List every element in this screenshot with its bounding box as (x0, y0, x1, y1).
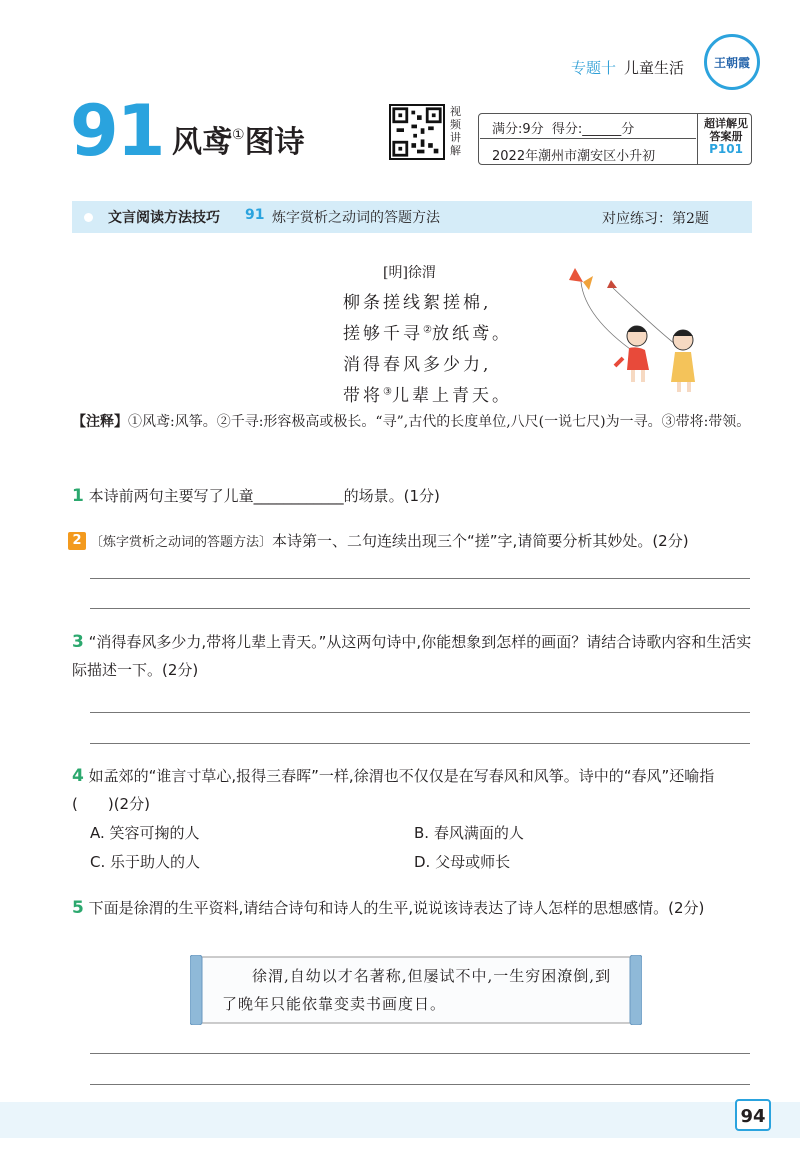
qr-label: 视频讲解 (450, 105, 461, 157)
answer-line[interactable] (90, 1084, 750, 1085)
qr-code-icon[interactable] (389, 104, 445, 160)
answer-line[interactable] (90, 712, 750, 713)
page-number: 94 (735, 1099, 771, 1131)
poem-line: 带将③儿辈上青天。 (343, 386, 512, 406)
method-label: 文言阅读方法技巧 (108, 210, 220, 226)
method-number: 91 (245, 207, 265, 223)
option-b[interactable]: B. 春风满面的人 (414, 824, 524, 842)
poem-line: 搓够千寻②放纸鸢。 (343, 324, 512, 344)
poem-line: 消得春风多少力, (343, 355, 492, 375)
title-footnote: ① (232, 127, 245, 143)
question-1: 1 本诗前两句主要写了儿童____________的场景。(1分) (72, 486, 440, 506)
option-a[interactable]: A. 笑容可掬的人 (90, 824, 200, 842)
answer-line[interactable] (90, 1053, 750, 1054)
notes-label: 【注释】 (72, 414, 128, 430)
question-5: 5 下面是徐渭的生平资料,请结合诗句和诗人的生平,说说该诗表达了诗人怎样的思想感情。(2分) (72, 898, 705, 918)
method-subtitle: 炼字赏析之动词的答题方法 (272, 210, 440, 226)
question-2: 〔炼字赏析之动词的答题方法〕本诗第一、二句连续出现三个“搓”字,请简要分析其妙处。(2分) (90, 532, 689, 550)
poem-notes: 【注释】①风鸢:风筝。②千寻:形容极高或极长。“寻”,古代的长度单位,八尺(一说七尺)为一寻。③带将:带领。 (72, 414, 751, 430)
footer-band (0, 1102, 800, 1138)
answer-line[interactable] (90, 578, 750, 579)
option-c[interactable]: C. 乐于助人的人 (90, 853, 201, 871)
brand-logo: 王朝霞 (704, 34, 760, 90)
lesson-number: 91 (70, 90, 164, 172)
answer-reference: 超详解见 答案册 P101 (704, 117, 748, 156)
poem-line: 柳条搓线絮搓棉, (343, 293, 492, 313)
question-4: 4 如孟郊的“谁言寸草心,报得三春晖”一样,徐渭也不仅仅是在写春风和风筝。诗中的“春风”还喻指( )(2分) (72, 766, 715, 813)
topic-name: 儿童生活 (624, 59, 685, 77)
question-3: 3 “消得春风多少力,带将儿辈上青天。”从这两句诗中,你能想象到怎样的画面？请结合诗歌内容和生活实际描述一下。(2分) (72, 632, 752, 679)
exam-source: 2022年潮州市潮安区小升初 (492, 149, 656, 164)
bullet-icon (84, 213, 93, 222)
biography-material: 徐渭,自幼以才名著称,但屡试不中,一生穷困潦倒,到了晚年只能依靠变卖书画度日。 (222, 967, 612, 1013)
score-got: 得分:______分 (551, 122, 635, 137)
topic-label: 专题十 儿童生活 (571, 59, 685, 77)
poem-author: [明]徐渭 (383, 265, 436, 281)
kite-children-illustration (545, 258, 715, 398)
answer-line[interactable] (90, 743, 750, 744)
question-2-number: 2 (68, 532, 86, 550)
score-full: 满分:9分 得分:______分 (492, 122, 635, 137)
option-d[interactable]: D. 父母或师长 (414, 853, 511, 871)
method-practice-ref: 对应练习：第2题 (602, 211, 709, 227)
lesson-title: 风鸢①图诗 (172, 125, 305, 160)
answer-line[interactable] (90, 608, 750, 609)
